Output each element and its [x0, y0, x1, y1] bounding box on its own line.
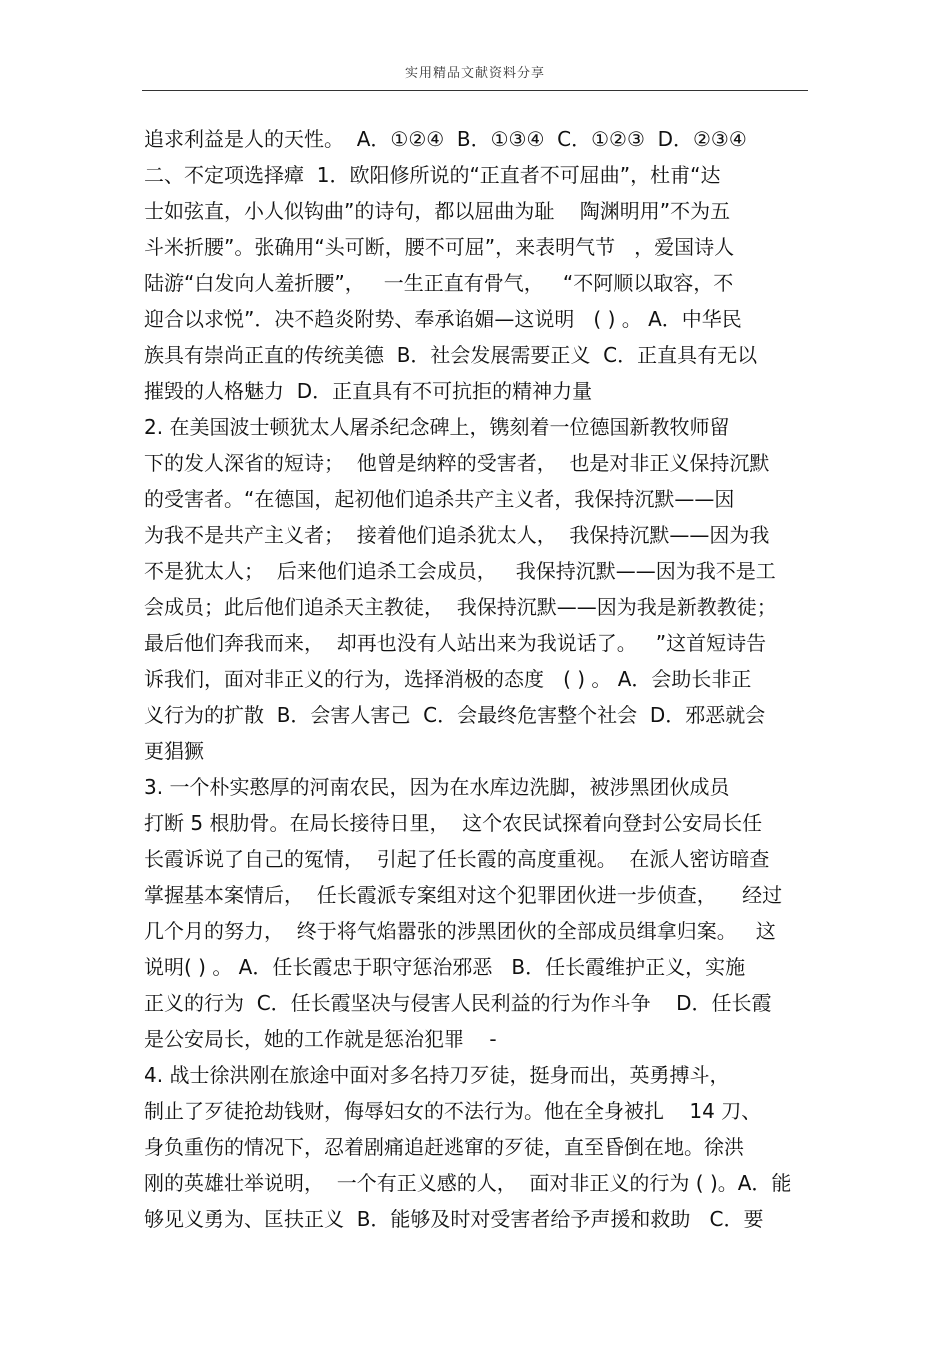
text-line: 摧毁的人格魅力 D．正直具有不可抗拒的精神力量	[144, 379, 593, 403]
text-line: 几个月的努力， 终于将气焰嚣张的涉黑团伙的全部成员缉拿归案。 这	[144, 919, 776, 943]
text-line: 义行为的扩散 B．会害人害己 C．会最终危害整个社会 D．邪恶就会	[144, 703, 766, 727]
text-line: 长霞诉说了自己的冤情， 引起了任长霞的高度重视。 在派人密访暗查	[144, 847, 770, 871]
text-line: 为我不是共产主义者； 接着他们追杀犹太人， 我保持沉默——因为我	[144, 523, 770, 547]
text-line: 4. 战士徐洪刚在旅途中面对多名持刀歹徒，挺身而出，英勇搏斗，	[144, 1063, 730, 1087]
text-line: 刚的英雄壮举说明， 一个有正义感的人， 面对非正义的行为 ( )。A．能	[144, 1171, 792, 1195]
text-line: 掌握基本案情后， 任长霞派专案组对这个犯罪团伙进一步侦查， 经过	[144, 883, 783, 907]
page-header: 实用精品文献资料分享	[404, 66, 545, 81]
text-line: 最后他们奔我而来， 却再也没有人站出来为我说话了。 ”这首短诗告	[144, 631, 767, 655]
text-line: 的受害者。“在德国，起初他们追杀共产主义者，我保持沉默——因	[144, 487, 735, 511]
text-line: 够见义勇为、匡扶正义 B．能够及时对受害者给予声援和救助 C．要	[144, 1207, 764, 1231]
text-line: 迎合以求悦”．决不趋炎附势、奉承谄媚—这说明 ( ) 。 A．中华民	[144, 307, 742, 331]
text-line: 正义的行为 C．任长霞坚决与侵害人民利益的行为作斗争 D．任长霞	[144, 991, 772, 1015]
text-line: 士如弦直，小人似钩曲”的诗句，都以屈曲为耻 陶渊明用”不为五	[144, 199, 731, 223]
text-line: 追求利益是人的天性。 A．①②④ B．①③④ C．①②③ D．②③④	[144, 127, 747, 151]
text-line: 是公安局长，她的工作就是惩治犯罪 -	[144, 1027, 497, 1051]
text-line: 2. 在美国波士顿犹太人屠杀纪念碑上，镌刻着一位德国新教牧师留	[144, 415, 730, 439]
text-line: 下的发人深省的短诗； 他曾是纳粹的受害者， 也是对非正义保持沉默	[144, 451, 770, 475]
text-line: 斗米折腰”。张确用“头可断，腰不可屈”，来表明气节 ，爱国诗人	[144, 235, 735, 259]
text-line: 3. 一个朴实憨厚的河南农民，因为在水库边洗脚，被涉黑团伙成员	[144, 775, 730, 799]
text-line: 不是犹太人； 后来他们追杀工会成员， 我保持沉默——因为我不是工	[144, 559, 776, 583]
text-line: 身负重伤的情况下，忍着剧痛追赶逃窜的歹徒，直至昏倒在地。徐洪	[144, 1135, 744, 1159]
document-body	[144, 121, 810, 1237]
text-line: 陆游“白发向人羞折腰”， 一生正直有骨气， “不阿顺以取容，不	[144, 271, 734, 295]
text-line: 族具有崇尚正直的传统美德 B．社会发展需要正义 C．正直具有无以	[144, 343, 758, 367]
text-line: 制止了歹徒抢劫钱财，侮辱妇女的不法行为。他在全身被扎 14 刀、	[144, 1099, 762, 1123]
header-divider	[142, 90, 808, 91]
text-line: 更猖獗	[144, 739, 204, 763]
text-line: 诉我们，面对非正义的行为，选择消极的态度 ( ) 。 A．会助长非正	[144, 667, 752, 691]
text-line: 说明( ) 。 A．任长霞忠于职守惩治邪恶 B．任长霞维护正义，实施	[144, 955, 746, 979]
text-line: 打断 5 根肋骨。在局长接待日里， 这个农民试探着向登封公安局长任	[144, 811, 763, 835]
text-line: 二、不定项选择瘴 1．欧阳修所说的“正直者不可屈曲”，杜甫“达	[144, 163, 721, 187]
text-line: 会成员；此后他们追杀天主教徒， 我保持沉默——因为我是新教教徒；	[144, 595, 777, 619]
